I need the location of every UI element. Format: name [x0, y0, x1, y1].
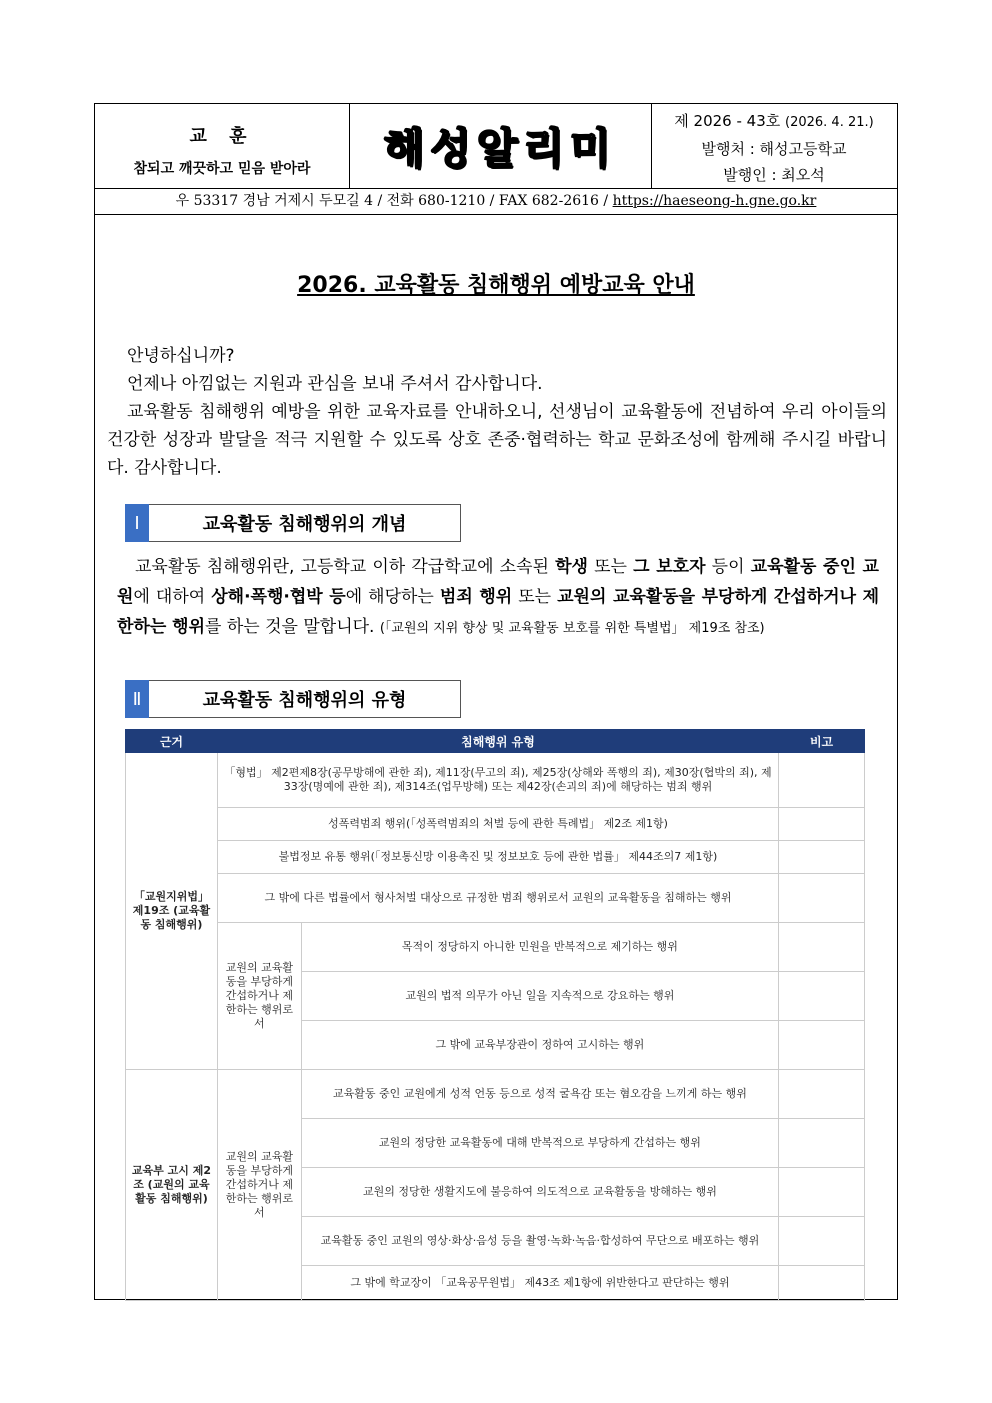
section-number: Ⅱ — [125, 680, 149, 718]
note-cell — [779, 874, 865, 923]
note-cell — [779, 841, 865, 874]
infringement-types-table — [125, 729, 865, 1301]
issue-number: 제 2026 - 43호 — [674, 112, 781, 130]
publisher: 발행처 : 해성고등학교 — [701, 140, 847, 158]
emphasis: 교원의 교육활동을 부당하게 간섭하거나 제한하는 행위 — [117, 587, 879, 637]
emphasis: 범죄 행위 — [439, 587, 513, 607]
text: 를 하는 것을 말합니다. — [205, 617, 380, 637]
table-row — [126, 753, 865, 808]
thanks-line: 언제나 아낌없는 지원과 관심을 보내 주셔서 감사합니다. — [127, 374, 543, 394]
type-cell: 교원의 법적 의무가 아닌 일을 지속적으로 강요하는 행위 — [301, 972, 778, 1021]
greeting: 안녕하십니까? — [127, 346, 235, 366]
school-motto — [95, 104, 350, 188]
table-header-row — [126, 730, 865, 753]
text: 또는 — [512, 587, 558, 607]
header-type: 침해행위 유형 — [217, 730, 778, 753]
address-text: 우 53317 경남 거제시 두모길 4 / 전화 680-1210 / FAX 682-2616 / — [175, 193, 613, 209]
logo-text: 해성알리미 — [383, 124, 617, 173]
emphasis: 상해·폭행·협박 등 — [211, 587, 346, 607]
note-cell — [779, 1070, 865, 1119]
newsletter-logo — [349, 104, 652, 188]
section-label: 교육활동 침해행위의 개념 — [202, 514, 407, 535]
type-cell: 교육활동 중인 교원의 영상·화상·음성 등을 촬영·녹화·녹음·합성하여 무단으로 배포하는 행위 — [301, 1217, 778, 1266]
text: 교육활동 침해행위란, 고등학교 이하 각급학교에 소속된 — [135, 557, 556, 577]
table-row — [126, 1070, 865, 1119]
text: 또는 — [587, 557, 634, 577]
section-heading-1 — [125, 504, 461, 542]
emphasis: 학생 — [555, 557, 588, 577]
text: 에 해당하는 — [345, 587, 440, 607]
type-cell: 성폭력범죄 행위(「성폭력범죄의 처벌 등에 관한 특례법」 제2조 제1항) — [217, 808, 778, 841]
note-cell — [779, 1021, 865, 1070]
table-row — [126, 923, 865, 972]
note-cell — [779, 1217, 865, 1266]
note-cell — [779, 808, 865, 841]
note-cell — [779, 972, 865, 1021]
basis-cell: 교육부 고시 제2조 (교원의 교육활동 침해행위) — [126, 1070, 218, 1301]
note-cell — [779, 1168, 865, 1217]
concept-paragraph — [117, 552, 879, 644]
table-row — [126, 808, 865, 841]
note-cell — [779, 923, 865, 972]
note-cell — [779, 1266, 865, 1301]
note-cell — [779, 753, 865, 808]
type-cell: 그 밖에 학교장이 「교육공무원법」 제43조 제1항에 위반한다고 판단하는 행위 — [301, 1266, 778, 1301]
header-basis: 근거 — [126, 730, 218, 753]
subtype-cell: 교원의 교육활동을 부당하게 간섭하거나 제한하는 행위로서 — [217, 1070, 301, 1301]
header-note: 비고 — [779, 730, 865, 753]
text: 에 대하여 — [133, 587, 212, 607]
subtype-cell: 교원의 교육활동을 부당하게 간섭하거나 제한하는 행위로서 — [217, 923, 301, 1070]
text: 등이 — [705, 557, 751, 577]
note-cell — [779, 1119, 865, 1168]
newsletter-frame — [94, 103, 898, 1300]
section-label: 교육활동 침해행위의 유형 — [202, 690, 407, 711]
type-cell: 교원의 정당한 교육활동에 대해 반복적으로 부당하게 간섭하는 행위 — [301, 1119, 778, 1168]
type-cell: 목적이 정당하지 아니한 민원을 반복적으로 제기하는 행위 — [301, 923, 778, 972]
type-cell: 그 밖에 교육부장관이 정하여 고시하는 행위 — [301, 1021, 778, 1070]
address-bar — [95, 188, 897, 215]
motto-title: 교 훈 — [189, 126, 255, 147]
table-row — [126, 874, 865, 923]
emphasis: 교육활동 중인 교원 — [117, 557, 879, 607]
intro-paragraphs — [107, 342, 887, 482]
motto-text: 참되고 깨끗하고 믿음 받아라 — [133, 161, 311, 177]
issue-date: (2026. 4. 21.) — [785, 115, 874, 130]
notice-text: 교육활동 침해행위 예방을 위한 교육자료를 안내하오니, 선생님이 교육활동에 전념하여 우리 아이들의 건강한 성장과 발달을 적극 지원할 수 있도록 상호 존중·협력하는 학교 문화조성에 함께해 주시길 바랍니다. 감사합니다. — [107, 402, 887, 478]
school-website-link[interactable]: https://haeseong-h.gne.go.kr — [612, 193, 817, 209]
masthead — [95, 104, 897, 189]
document-title: 2026. 교육활동 침해행위 예방교육 안내 — [297, 273, 695, 298]
type-cell: 「형법」 제2편제8장(공무방해에 관한 죄), 제11장(무고의 죄), 제25장(상해와 폭행의 죄), 제30장(협박의 죄), 제33장(명예에 관한 죄), 제314조(업무방해) 또는 제42장(손괴의 죄)에 해당하는 범죄 행위 — [217, 753, 778, 808]
basis-cell: 「교원지위법」 제19조 (교육활동 침해행위) — [126, 753, 218, 1070]
table-row — [126, 841, 865, 874]
type-cell: 그 밖에 다른 법률에서 형사처벌 대상으로 규정한 범죄 행위로서 교원의 교육활동을 침해하는 행위 — [217, 874, 778, 923]
type-cell: 교육활동 중인 교원에게 성적 언동 등으로 성적 굴욕감 또는 혐오감을 느끼게 하는 행위 — [301, 1070, 778, 1119]
issuer: 발행인 : 최오석 — [723, 166, 825, 184]
section-heading-2 — [125, 680, 461, 718]
type-cell: 불법정보 유통 행위(「정보통신망 이용촉진 및 정보보호 등에 관한 법률」 제44조의7 제1항) — [217, 841, 778, 874]
issue-info — [651, 104, 897, 188]
type-cell: 교원의 정당한 생활지도에 불응하여 의도적으로 교육활동을 방해하는 행위 — [301, 1168, 778, 1217]
law-reference: (「교원의 지위 향상 및 교육활동 보호를 위한 특별법」 제19조 참조) — [379, 621, 765, 636]
emphasis: 그 보호자 — [633, 557, 706, 577]
section-number: Ⅰ — [125, 504, 149, 542]
